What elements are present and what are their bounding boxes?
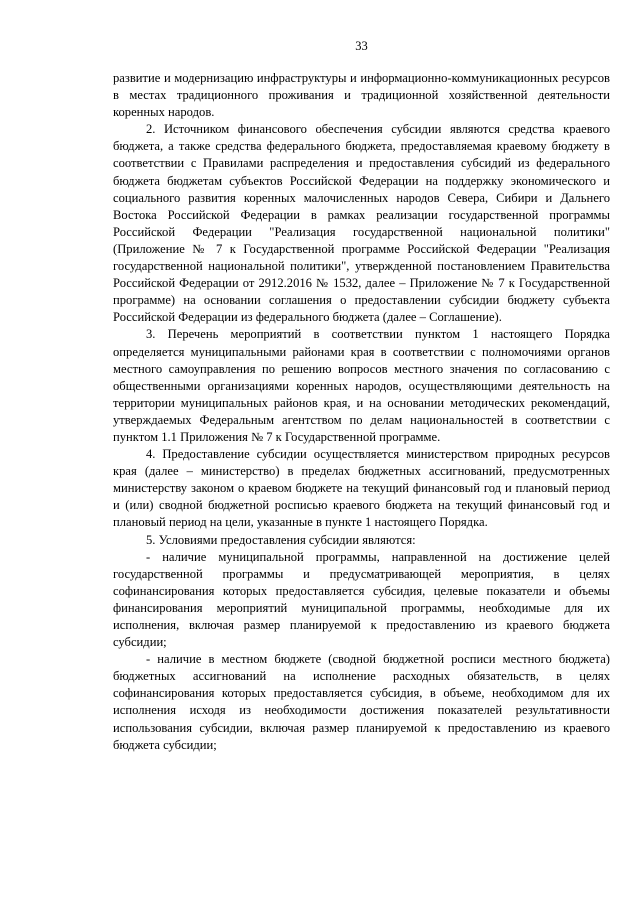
page-number: 33 — [355, 39, 368, 53]
paragraph-4-subsidy-provision: 4. Предоставление субсидии осуществляется министерством природных ресурсов края (далее – министерство) в пределах бюджетных ассигнований, предусмотренных министерству законом о краевом бюджете на текущий финансовый год и плановый период и (или) сводной бюджетной росписью краевого бюджета на текущий финансовый год и плановый период на цели, указанные в пункте 1 настоящего Порядка. — [113, 447, 610, 530]
condition-item-municipal-program: - наличие муниципальной программы, направленной на достижение целей государственной программы и предусматривающей мероприятия, в целях софинансирования которых предоставляется субсидия, целевые показатели и объемы финансирования мероприятий муниципальной программы, необходимые для их исполнения, включая размер планируемой к предоставлению из краевого бюджета субсидии; — [113, 549, 610, 650]
condition-item-local-budget: - наличие в местном бюджете (сводной бюджетной росписи местного бюджета) бюджетных ассигнований на исполнение расходных обязательств, в целях софинансирования которых предоставляется субсидия, в объеме, необходимом для их исполнения исходя из необходимости достижения показателей результативности использования субсидии, включая размер планируемой к предоставлению из краевого бюджета субсидии; — [113, 652, 610, 752]
paragraph-5-conditions: 5. Условиями предоставления субсидии являются: — [146, 532, 416, 547]
paragraph-3-activities-list: 3. Перечень мероприятий в соответствии пунктом 1 настоящего Порядка определяется муниципальными районами края в соответствии с полномочиями органов местного самоуправления по решению вопросов местного значения по согласованию с общественными организациями коренных народов, осуществляющими деятельность на территории муниципальных районов края, и на основании методических рекомендаций, утверждаемых Федеральным агентством по делам национальностей в соответствии с пунктом 1.1 Приложения № 7 к Государственной программе. — [113, 327, 610, 444]
paragraph-continuation: развитие и модернизацию инфраструктуры и информационно-коммуникационных ресурсов в местах традиционного проживания и традиционной хозяйственной деятельности коренных народов. — [113, 71, 610, 120]
paragraph-2-funding-source: 2. Источником финансового обеспечения субсидии являются средства краевого бюджета, а также средства федерального бюджета, предоставляемая краевому бюджету в соответствии с Правилами распределения и предоставления субсидий из федерального бюджета бюджетам субъектов Российской Федерации на поддержку экономического и социального развития коренных малочисленных народов Севера, Сибири и Дальнего Востока Российской Федерации в рамках реализации государственной программы Российской Федерации "Реализация государственной национальной политики" (Приложение № 7 к Государственной программе Российской Федерации "Реализация государственной национальной политики", утвержденной постановлением Правительства Российской Федерации от 2912.2016 № 1532, далее – Приложение № 7 к Государственной программе) на основании соглашения о предоставлении субсидии бюджету субъекта Российской Федерации из федерального бюджета (далее – Соглашение). — [113, 122, 610, 325]
